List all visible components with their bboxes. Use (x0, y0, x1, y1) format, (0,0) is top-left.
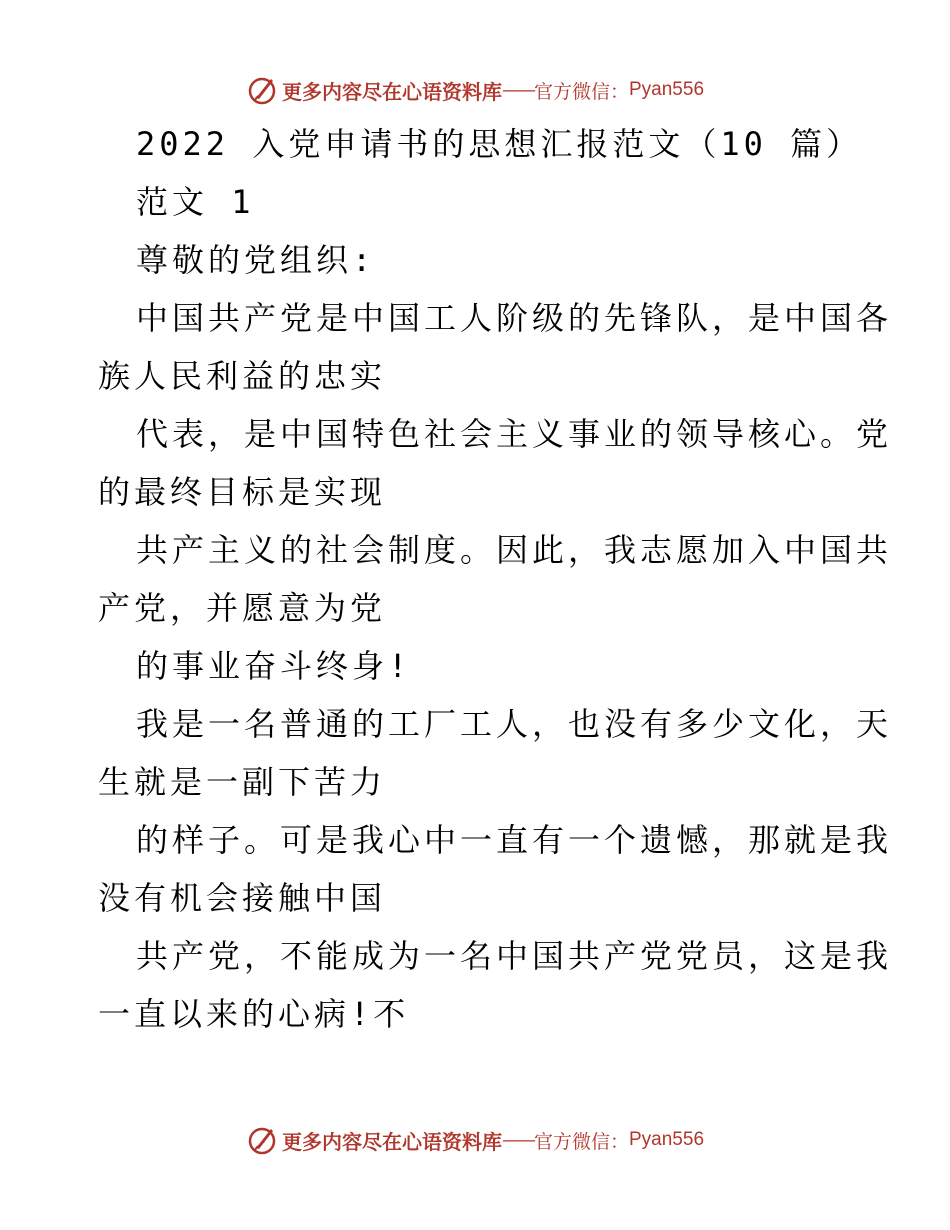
text-line: 一直以来的心病!不 (98, 995, 410, 1033)
text-line: 我是一名普通的工厂工人，也没有多少文化，天 (136, 705, 893, 743)
text-line: 的事业奋斗终身! (136, 647, 412, 685)
quill-logo-icon (246, 1124, 278, 1156)
text-line: 生就是一副下苦力 (98, 763, 387, 801)
text-line: 的样子。可是我心中一直有一个遗憾，那就是我 (136, 821, 893, 859)
header-banner (0, 70, 950, 110)
banner-separator: —— (501, 79, 534, 101)
document-title: 2022 入党申请书的思想汇报范文（10 篇） (136, 125, 863, 163)
text-line: 代表，是中国特色社会主义事业的领导核心。党 (136, 415, 893, 453)
banner-wechat-label: 官方微信： (533, 80, 629, 103)
text-line: 的最终目标是实现 (98, 473, 387, 511)
banner-title: 更多内容尽在心语资料库 (281, 1129, 502, 1154)
text-line: 共产党，不能成为一名中国共产党党员，这是我 (136, 937, 893, 975)
footer-banner (0, 1120, 950, 1160)
text-line: 中国共产党是中国工人阶级的先锋队，是中国各 (136, 299, 893, 337)
quill-logo-icon (246, 74, 278, 106)
banner-wechat-id: Pyan556 (629, 1129, 705, 1150)
text-line: 族人民利益的忠实 (98, 357, 387, 395)
text-line: 尊敬的党组织: (136, 241, 376, 279)
banner-separator: —— (501, 1129, 534, 1151)
banner-title: 更多内容尽在心语资料库 (281, 79, 502, 104)
text-line: 共产主义的社会制度。因此，我志愿加入中国共 (136, 531, 893, 569)
banner-wechat-id: Pyan556 (629, 79, 705, 100)
banner-wechat-label: 官方微信： (533, 1130, 629, 1153)
text-line: 没有机会接触中国 (98, 879, 387, 917)
text-line: 范文 1 (136, 183, 255, 221)
text-line: 产党，并愿意为党 (98, 589, 387, 627)
